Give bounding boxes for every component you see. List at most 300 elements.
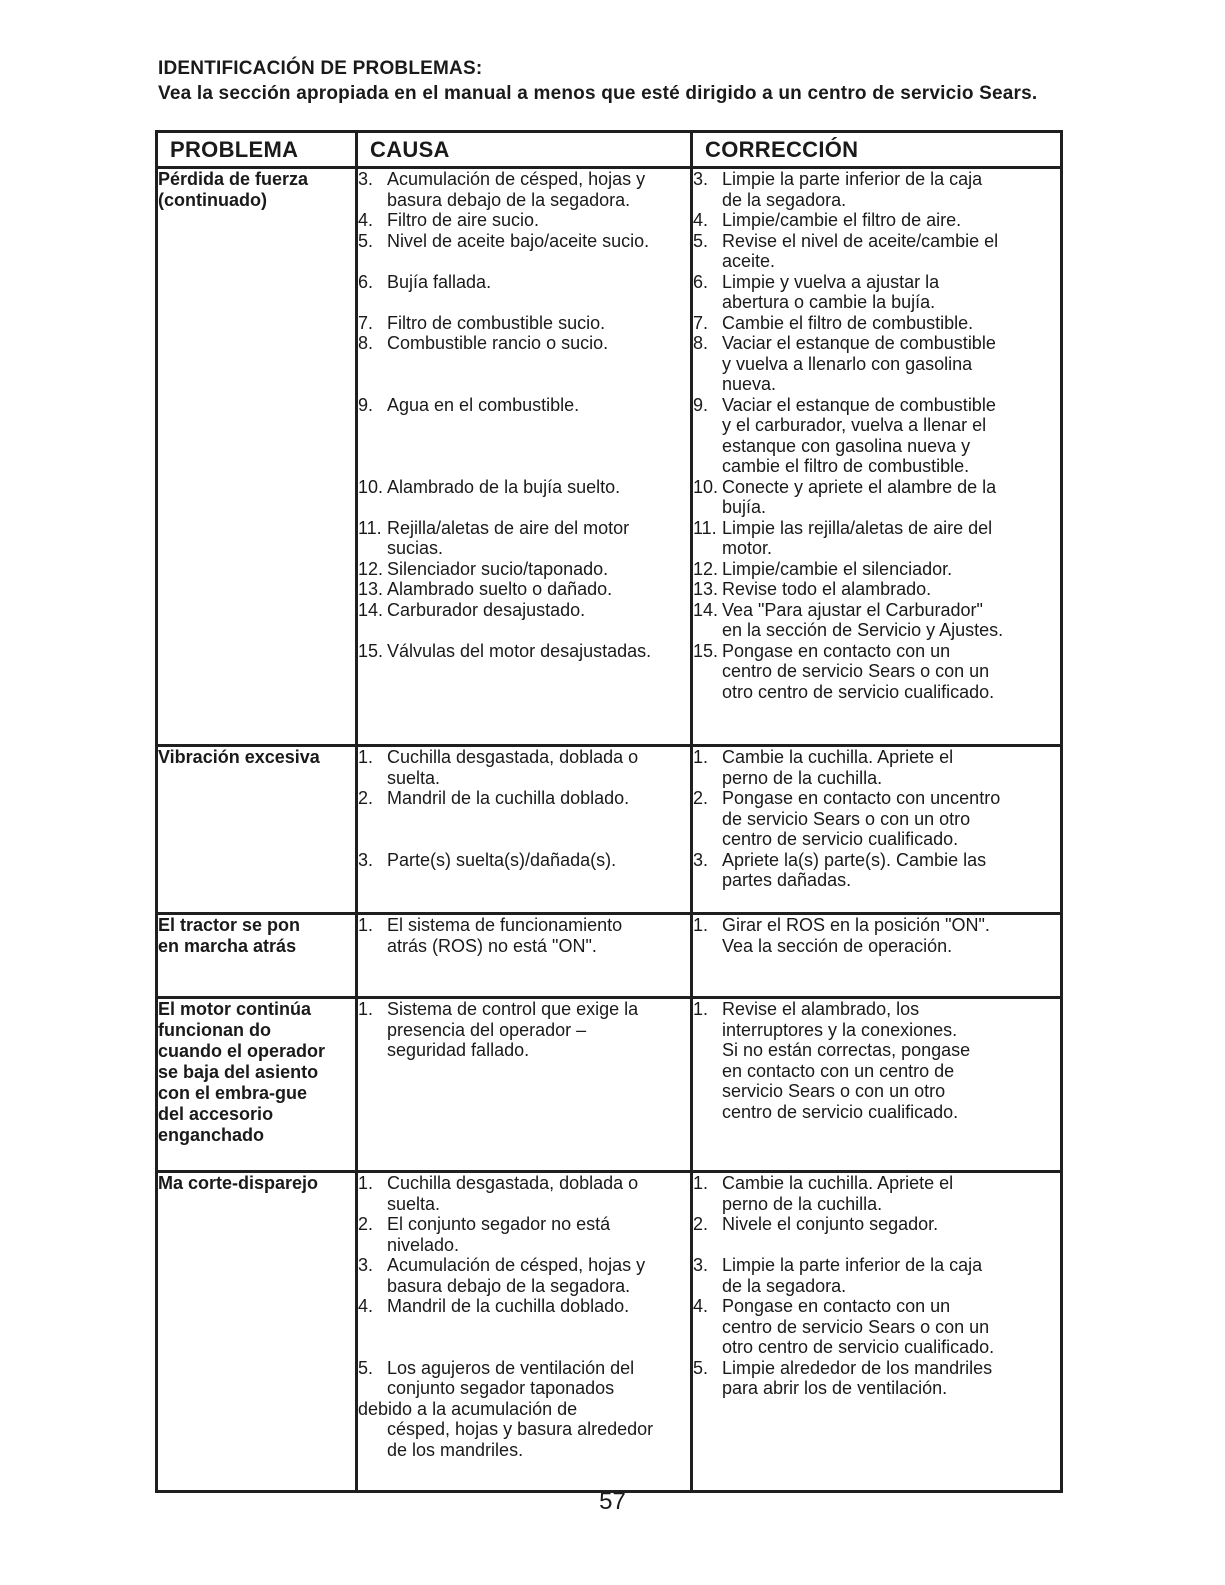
item-line: Pongase en contacto con uncentro [722, 788, 1001, 808]
item-number: 5. [358, 230, 374, 251]
item-number [358, 497, 387, 518]
item-text [387, 333, 690, 354]
cause-item [358, 620, 690, 641]
item-number [358, 809, 387, 850]
cause-item [358, 747, 690, 788]
item-text [387, 999, 690, 1061]
correction-item [693, 915, 1060, 956]
item-number: 1. [693, 915, 709, 935]
item-number: 6. [358, 271, 374, 292]
cause-item [358, 477, 690, 498]
cause-item [358, 1399, 690, 1420]
section-subtitle: Vea la sección apropiada en el manual a menos que esté dirigido a un centro de servicio Sears. [158, 83, 1038, 104]
correction-cell [692, 1172, 1062, 1492]
problem-line: Ma corte-disparejo [158, 1173, 319, 1193]
item-number: 4. [693, 210, 709, 230]
header-correccion: CORRECCIÓN [692, 132, 1062, 168]
item-line: centro de servicio cualificado. [722, 1101, 959, 1122]
cause-item [358, 1214, 690, 1255]
cause-item [358, 518, 690, 559]
correction-item [693, 1358, 1060, 1399]
item-text [722, 169, 1060, 210]
item-number: 10. [358, 476, 384, 497]
cause-item [358, 1296, 690, 1317]
item-line: nivelado. [387, 1234, 460, 1255]
item-text [722, 1296, 1060, 1358]
item-line [387, 620, 690, 641]
cause-item [358, 1173, 690, 1214]
item-text [722, 788, 1060, 850]
item-line: Combustible rancio o sucio. [387, 333, 609, 353]
item-line: aceite. [722, 251, 776, 271]
item-number: 3. [693, 849, 709, 870]
item-text [722, 915, 1060, 956]
item-text [387, 210, 690, 231]
item-number: 2. [693, 788, 709, 808]
cause-item [358, 559, 690, 580]
item-line: Sistema de control que exige la [387, 999, 639, 1019]
item-number: 14. [693, 599, 719, 620]
item-text [387, 915, 690, 956]
item-line: de la segadora. [722, 189, 847, 210]
item-text [387, 518, 690, 559]
item-number: 1. [358, 999, 374, 1019]
item-text [387, 1255, 690, 1296]
item-text [387, 747, 690, 788]
item-line: Limpie la parte inferior de la caja [722, 169, 983, 189]
item-text [387, 497, 690, 518]
item-number: 7. [358, 312, 374, 333]
item-text [387, 272, 690, 293]
item-text [387, 579, 690, 600]
item-text [387, 1296, 690, 1317]
item-line: Bujía fallada. [387, 271, 492, 292]
item-number [693, 1235, 722, 1256]
item-number: 12. [358, 558, 384, 579]
header-causa: CAUSA [357, 132, 692, 168]
item-line: Pongase en contacto con un [722, 640, 951, 661]
cause-item [358, 231, 690, 252]
table-row [157, 1172, 1062, 1492]
item-text [722, 231, 1060, 272]
table-row [157, 746, 1062, 914]
item-line: Nivele el conjunto segador. [722, 1214, 939, 1234]
item-number: 13. [358, 579, 384, 599]
item-line: Los agujeros de ventilación del [387, 1357, 635, 1378]
item-text [387, 477, 690, 498]
item-line: césped, hojas y basura alrededor [387, 1419, 654, 1439]
header-problema: PROBLEMA [157, 132, 357, 168]
item-text [722, 559, 1060, 580]
item-line: Limpie/cambie el filtro de aire. [722, 210, 962, 230]
item-text [387, 169, 690, 210]
item-text [722, 850, 1060, 891]
item-line: cambie el filtro de combustible. [722, 456, 970, 476]
item-number: 1. [358, 915, 374, 935]
item-number: 9. [358, 394, 374, 415]
item-line: en la sección de Servicio y Ajustes. [722, 620, 1004, 640]
table-row [157, 998, 1062, 1172]
item-line: Apriete la(s) parte(s). Cambie las [722, 849, 987, 870]
item-text [387, 850, 690, 871]
item-number: 10. [693, 476, 719, 497]
item-line: estanque con gasolina nueva y [722, 435, 971, 456]
item-text [387, 251, 690, 272]
item-text [387, 1173, 690, 1214]
item-line: de servicio Sears o con un otro [722, 808, 971, 829]
item-number: 3. [693, 169, 709, 189]
table-row [157, 168, 1062, 746]
item-line [387, 354, 690, 375]
item-number: 6. [693, 271, 709, 292]
item-line: Parte(s) suelta(s)/dañada(s). [387, 849, 617, 870]
problem-cell [157, 746, 357, 914]
item-line: Rejilla/aletas de aire del motor [387, 517, 630, 538]
item-line: de los mandriles. [387, 1439, 524, 1460]
item-line: Limpie alrededor de los mandriles [722, 1357, 993, 1378]
item-text [722, 1358, 1060, 1399]
item-line: El conjunto segador no está [387, 1214, 611, 1234]
correction-item [693, 1235, 1060, 1256]
correction-item [693, 559, 1060, 580]
item-line: perno de la cuchilla. [722, 1193, 883, 1214]
cause-item [358, 1419, 690, 1460]
cause-item [358, 1255, 690, 1296]
cause-item [358, 251, 690, 272]
item-line: suelta. [387, 1193, 441, 1214]
item-number [358, 292, 387, 313]
item-number: 4. [358, 1296, 374, 1316]
item-text [387, 395, 690, 416]
item-line: conjunto segador taponados [387, 1378, 615, 1398]
item-line: interruptores y la conexiones. [722, 1019, 958, 1040]
page-heading [158, 56, 1178, 106]
correction-item [693, 641, 1060, 703]
problem-line: se baja del asiento [158, 1062, 319, 1082]
item-line: Vea "Para ajustar el Carburador" [722, 599, 983, 620]
item-number: 5. [358, 1357, 374, 1378]
item-number: 3. [358, 1255, 374, 1275]
item-line: Revise todo el alambrado. [722, 579, 932, 599]
correction-item [693, 1255, 1060, 1296]
item-number: 1. [358, 747, 374, 767]
item-line: Acumulación de césped, hojas y [387, 169, 646, 189]
item-line: de la segadora. [722, 1275, 847, 1296]
item-line: y el carburador, vuelva a llenar el [722, 415, 987, 435]
cause-cell [357, 1172, 692, 1492]
cause-item [358, 579, 690, 600]
correction-cell [692, 168, 1062, 746]
problem-line: (continuado) [158, 190, 267, 210]
item-line [387, 1337, 690, 1358]
item-line: Nivel de aceite bajo/aceite sucio. [387, 230, 650, 251]
item-line: Agua en el combustible. [387, 394, 580, 415]
page-number: 57 [599, 1488, 626, 1515]
correction-cell [692, 914, 1062, 998]
item-line: perno de la cuchilla. [722, 767, 883, 788]
correction-item [693, 850, 1060, 891]
problem-cell [157, 998, 357, 1172]
item-number: 3. [693, 1255, 709, 1275]
item-number: 2. [358, 788, 374, 808]
correction-item [693, 231, 1060, 272]
item-text [722, 313, 1060, 334]
item-number [358, 1317, 387, 1358]
cause-item [358, 1358, 690, 1399]
item-line: Mandril de la cuchilla doblado. [387, 1296, 630, 1316]
problem-line: Pérdida de fuerza [158, 169, 309, 189]
item-line [387, 436, 690, 457]
cause-item [358, 395, 690, 416]
item-text [722, 518, 1060, 559]
cause-item [358, 850, 690, 871]
item-text [387, 1358, 690, 1399]
item-line: Cambie la cuchilla. Apriete el [722, 747, 954, 767]
item-line: Limpie las rejilla/aletas de aire del [722, 517, 993, 538]
item-text [722, 600, 1060, 641]
correction-item [693, 1296, 1060, 1358]
item-line: Limpie la parte inferior de la caja [722, 1255, 983, 1275]
item-number: 1. [693, 1173, 709, 1193]
item-line: Vaciar el estanque de combustible [722, 333, 996, 353]
item-line: Limpie/cambie el silenciador. [722, 558, 953, 579]
item-line: nueva. [722, 374, 777, 394]
item-line: centro de servicio Sears o con un [722, 661, 990, 681]
table-row [157, 914, 1062, 998]
item-line: en contacto con un centro de [722, 1060, 955, 1081]
item-number: 15. [693, 640, 719, 661]
item-number: 2. [358, 1214, 374, 1234]
section-title: IDENTIFICACIÓN DE PROBLEMAS: [158, 58, 483, 79]
correction-item [693, 1173, 1060, 1214]
problem-cell [157, 914, 357, 998]
item-number [358, 620, 387, 641]
item-line: partes dañadas. [722, 870, 852, 890]
item-line: Revise el alambrado, los [722, 999, 920, 1019]
cause-item [358, 641, 690, 662]
cause-item [358, 915, 690, 956]
item-line: Acumulación de césped, hojas y [387, 1255, 646, 1275]
item-line [387, 809, 690, 830]
correction-item [693, 999, 1060, 1122]
item-line: Alambrado de la bujía suelto. [387, 476, 621, 497]
item-text [387, 788, 690, 809]
item-line [387, 497, 690, 518]
item-line: y vuelva a llenarlo con gasolina [722, 353, 973, 374]
item-line: presencia del operador – [387, 1019, 587, 1040]
item-line: Cuchilla desgastada, doblada o [387, 1173, 639, 1193]
item-number: 5. [693, 230, 709, 251]
item-text [722, 1214, 1060, 1235]
cause-item [358, 272, 690, 293]
item-number: 7. [693, 312, 709, 333]
item-line: Vea la sección de operación. [722, 935, 953, 956]
cause-item [358, 354, 690, 395]
correction-item [693, 477, 1060, 518]
item-number: 9. [693, 394, 709, 415]
item-number [358, 415, 387, 477]
item-number: 15. [358, 640, 384, 661]
item-number: 4. [693, 1296, 709, 1316]
problem-line: El motor continúa [158, 999, 311, 1019]
item-text [387, 231, 690, 252]
item-line [387, 1317, 690, 1338]
correction-item [693, 333, 1060, 395]
item-line: Silenciador sucio/taponado. [387, 558, 609, 579]
item-line [387, 829, 690, 850]
item-number: 4. [358, 210, 374, 230]
item-line [387, 415, 690, 436]
correction-item [693, 395, 1060, 477]
item-text [722, 1255, 1060, 1296]
item-line: Cuchilla desgastada, doblada o [387, 747, 639, 767]
item-line [387, 374, 690, 395]
item-line: centro de servicio cualificado. [722, 829, 959, 849]
item-number: 3. [358, 849, 374, 870]
item-number: 5. [693, 1357, 709, 1378]
item-number: 8. [693, 333, 709, 353]
cause-cell [357, 168, 692, 746]
item-line [387, 292, 690, 313]
item-line: basura debajo de la segadora. [387, 1275, 631, 1296]
item-number: 12. [693, 558, 719, 579]
cause-item [358, 415, 690, 477]
item-line: Pongase en contacto con un [722, 1296, 951, 1316]
problem-line: del accesorio [158, 1104, 274, 1124]
item-text [387, 809, 690, 850]
item-line: Cambie la cuchilla. Apriete el [722, 1173, 954, 1193]
item-line: Carburador desajustado. [387, 599, 586, 620]
item-line [387, 456, 690, 477]
item-line [722, 1235, 1060, 1256]
item-text [722, 395, 1060, 477]
item-number [358, 251, 387, 272]
item-text [387, 600, 690, 621]
item-line: Limpie y vuelva a ajustar la [722, 271, 940, 292]
item-line: para abrir los de ventilación. [722, 1378, 948, 1398]
cause-item [358, 1317, 690, 1358]
problem-line: enganchado [158, 1125, 265, 1145]
problem-cell [157, 168, 357, 746]
problem-line: El tractor se pon [158, 915, 301, 935]
item-text [722, 747, 1060, 788]
item-line: Mandril de la cuchilla doblado. [387, 788, 630, 808]
correction-item [693, 313, 1060, 334]
item-number: 8. [358, 333, 374, 353]
item-text [722, 210, 1060, 231]
item-text [387, 620, 690, 641]
item-text [387, 313, 690, 334]
item-line: servicio Sears o con un otro [722, 1081, 946, 1101]
item-number: 2. [693, 1214, 709, 1234]
item-line: motor. [722, 538, 773, 558]
item-line: Cambie el filtro de combustible. [722, 312, 974, 333]
item-text [387, 354, 690, 395]
cause-item [358, 210, 690, 231]
item-number: 1. [358, 1173, 374, 1193]
problem-line: en marcha atrás [158, 936, 297, 956]
cause-cell [357, 998, 692, 1172]
item-text [722, 641, 1060, 703]
item-line: El sistema de funcionamiento [387, 915, 623, 935]
item-line: otro centro de servicio cualificado. [722, 1337, 995, 1357]
cause-item [358, 497, 690, 518]
item-number: 1. [693, 747, 709, 767]
item-text [387, 1214, 690, 1255]
correction-item [693, 579, 1060, 600]
cause-item [358, 600, 690, 621]
cause-item [358, 169, 690, 210]
cause-cell [357, 746, 692, 914]
item-number [358, 1419, 387, 1460]
item-number: 11. [693, 517, 717, 538]
item-text [387, 415, 690, 477]
item-number: 3. [358, 169, 374, 189]
item-line: Vaciar el estanque de combustible [722, 394, 996, 415]
item-line: basura debajo de la segadora. [387, 189, 631, 210]
item-number: 1. [693, 999, 709, 1019]
cause-cell [357, 914, 692, 998]
problem-line: con el embra-gue [158, 1083, 308, 1103]
item-text [387, 1419, 690, 1460]
cause-item [358, 333, 690, 354]
cause-item [358, 999, 690, 1061]
item-line: Filtro de aire sucio. [387, 210, 540, 230]
cause-item [358, 809, 690, 850]
problem-cell [157, 1172, 357, 1492]
item-text [722, 333, 1060, 395]
item-line: centro de servicio Sears o con un [722, 1316, 990, 1337]
item-line: Filtro de combustible sucio. [387, 312, 606, 333]
item-number: 14. [358, 599, 384, 620]
item-text [387, 641, 690, 662]
item-line: bujía. [722, 497, 767, 517]
correction-item [693, 169, 1060, 210]
correction-item [693, 1214, 1060, 1235]
item-line: Conecte y apriete el alambre de la [722, 476, 997, 497]
problem-line: Vibración excesiva [158, 747, 320, 767]
problem-line: funcionan do [158, 1020, 271, 1040]
cause-item [358, 788, 690, 809]
item-text [722, 272, 1060, 313]
item-line: debido a la acumulación de [358, 1398, 578, 1419]
item-number [358, 354, 387, 395]
correction-cell [692, 746, 1062, 914]
item-number: 11. [358, 517, 382, 538]
item-text [387, 1317, 690, 1358]
correction-item [693, 210, 1060, 231]
item-number: 13. [693, 579, 719, 599]
correction-item [693, 518, 1060, 559]
table-header-row [157, 132, 1062, 168]
correction-item [693, 747, 1060, 788]
cause-item [358, 292, 690, 313]
item-text [722, 477, 1060, 518]
cause-item [358, 313, 690, 334]
item-line: sucias. [387, 538, 444, 558]
item-text [387, 559, 690, 580]
item-line: Girar el ROS en la posición "ON". [722, 915, 990, 935]
item-text [722, 579, 1060, 600]
item-line: Revise el nivel de aceite/cambie el [722, 230, 999, 251]
item-line: otro centro de servicio cualificado. [722, 681, 995, 702]
item-line: Alambrado suelto o dañado. [387, 579, 613, 599]
item-line [387, 251, 690, 272]
item-text [387, 292, 690, 313]
item-line: suelta. [387, 767, 441, 788]
item-line: atrás (ROS) no está "ON". [387, 935, 597, 956]
item-line: seguridad fallado. [387, 1040, 530, 1060]
